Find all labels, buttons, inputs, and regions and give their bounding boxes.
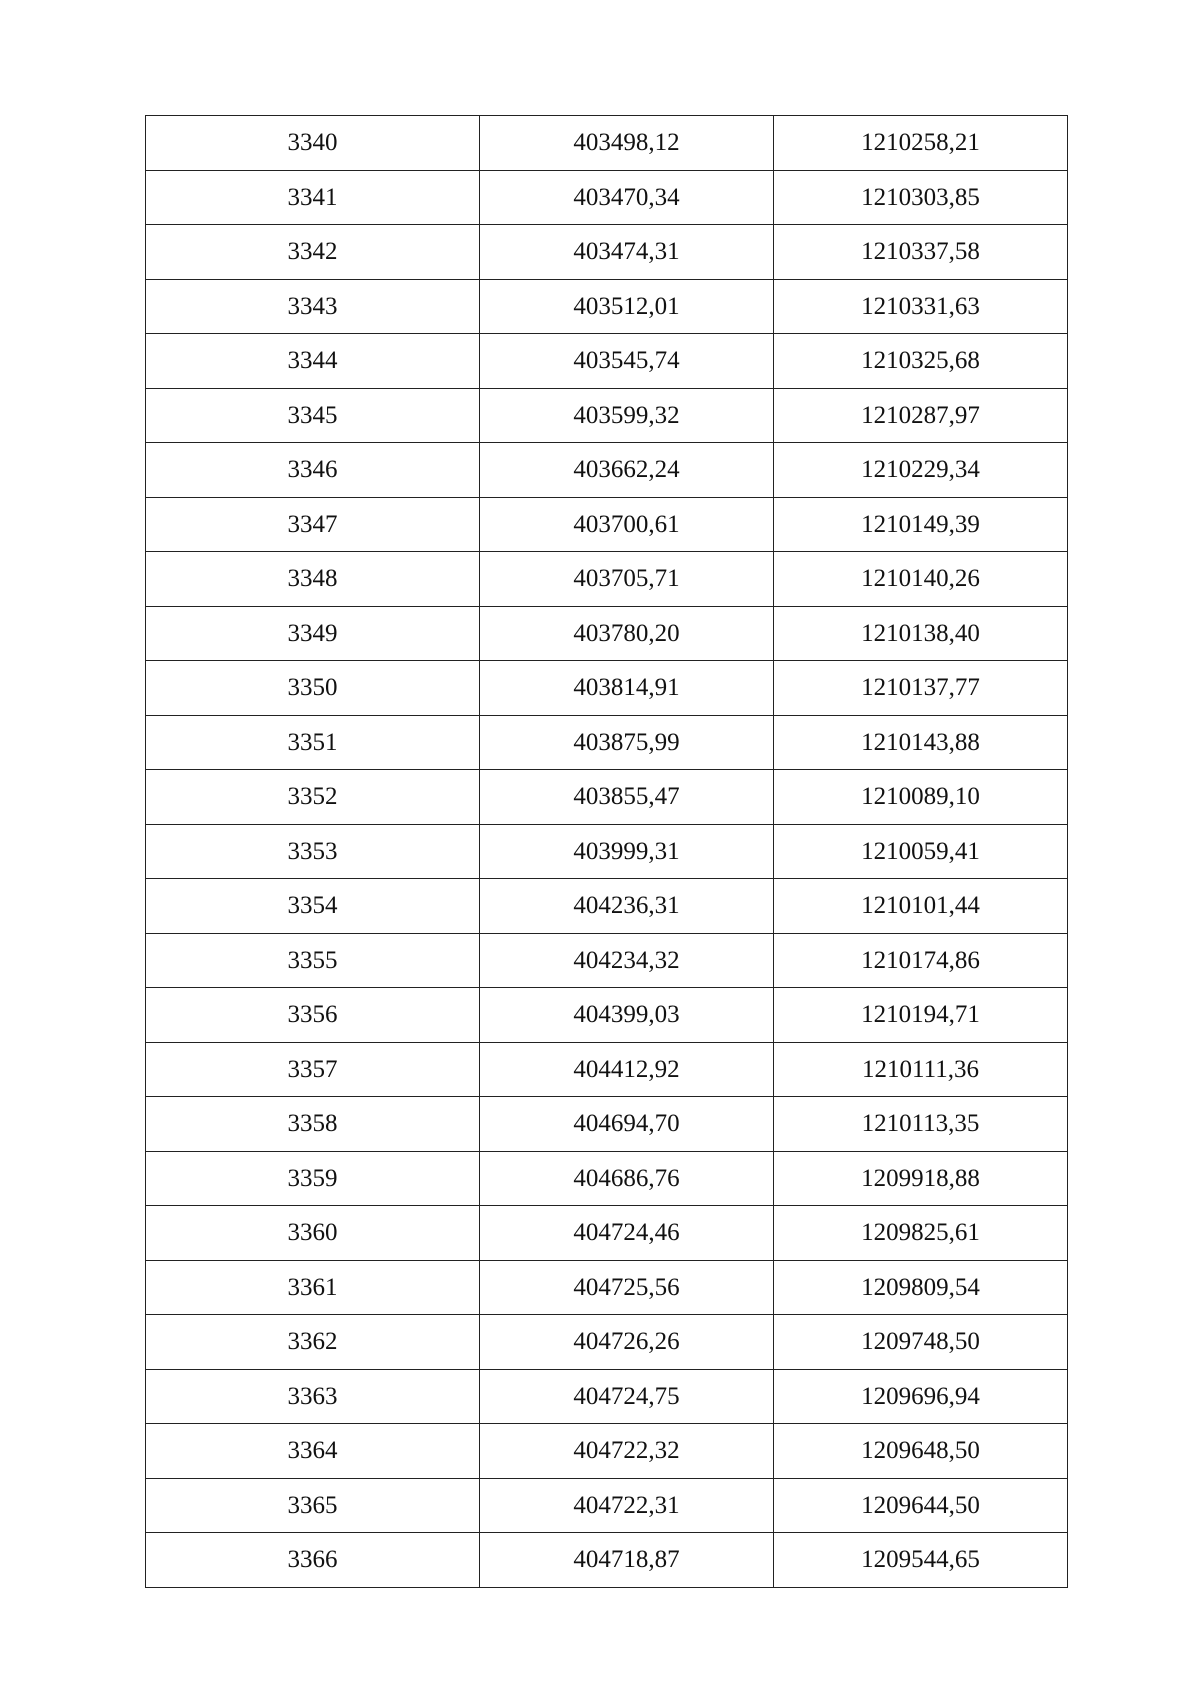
x-coordinate-cell: 403474,31 (480, 225, 774, 280)
x-coordinate-cell: 404722,32 (480, 1424, 774, 1479)
point-number-cell: 3362 (146, 1315, 480, 1370)
table-row (146, 715, 1068, 770)
x-coordinate-cell: 403662,24 (480, 443, 774, 498)
point-number-cell: 3353 (146, 824, 480, 879)
point-number-cell: 3354 (146, 879, 480, 934)
point-number-cell: 3356 (146, 988, 480, 1043)
point-number-cell: 3357 (146, 1042, 480, 1097)
x-coordinate-cell: 403780,20 (480, 606, 774, 661)
x-coordinate-cell: 404234,32 (480, 933, 774, 988)
y-coordinate-cell: 1210111,36 (774, 1042, 1068, 1097)
y-coordinate-cell: 1209918,88 (774, 1151, 1068, 1206)
point-number-cell: 3364 (146, 1424, 480, 1479)
point-number-cell: 3345 (146, 388, 480, 443)
x-coordinate-cell: 404724,46 (480, 1206, 774, 1261)
point-number-cell: 3342 (146, 225, 480, 280)
y-coordinate-cell: 1210113,35 (774, 1097, 1068, 1152)
point-number-cell: 3350 (146, 661, 480, 716)
x-coordinate-cell: 404399,03 (480, 988, 774, 1043)
y-coordinate-cell: 1210303,85 (774, 170, 1068, 225)
x-coordinate-cell: 404722,31 (480, 1478, 774, 1533)
point-number-cell: 3341 (146, 170, 480, 225)
y-coordinate-cell: 1210337,58 (774, 225, 1068, 280)
y-coordinate-cell: 1209825,61 (774, 1206, 1068, 1261)
point-number-cell: 3348 (146, 552, 480, 607)
x-coordinate-cell: 403470,34 (480, 170, 774, 225)
point-number-cell: 3343 (146, 279, 480, 334)
coordinates-table-body (146, 116, 1068, 1588)
y-coordinate-cell: 1210174,86 (774, 933, 1068, 988)
table-row (146, 1533, 1068, 1588)
y-coordinate-cell: 1210089,10 (774, 770, 1068, 825)
x-coordinate-cell: 403814,91 (480, 661, 774, 716)
table-row (146, 279, 1068, 334)
table-row (146, 497, 1068, 552)
y-coordinate-cell: 1210331,63 (774, 279, 1068, 334)
point-number-cell: 3340 (146, 116, 480, 171)
y-coordinate-cell: 1210101,44 (774, 879, 1068, 934)
table-row (146, 1151, 1068, 1206)
y-coordinate-cell: 1209696,94 (774, 1369, 1068, 1424)
table-row (146, 1097, 1068, 1152)
table-row (146, 1478, 1068, 1533)
table-row (146, 388, 1068, 443)
point-number-cell: 3363 (146, 1369, 480, 1424)
x-coordinate-cell: 403999,31 (480, 824, 774, 879)
table-row (146, 879, 1068, 934)
x-coordinate-cell: 404724,75 (480, 1369, 774, 1424)
point-number-cell: 3346 (146, 443, 480, 498)
x-coordinate-cell: 403855,47 (480, 770, 774, 825)
x-coordinate-cell: 404694,70 (480, 1097, 774, 1152)
table-row (146, 443, 1068, 498)
x-coordinate-cell: 404725,56 (480, 1260, 774, 1315)
x-coordinate-cell: 403498,12 (480, 116, 774, 171)
point-number-cell: 3352 (146, 770, 480, 825)
point-number-cell: 3344 (146, 334, 480, 389)
x-coordinate-cell: 403705,71 (480, 552, 774, 607)
table-row (146, 334, 1068, 389)
point-number-cell: 3366 (146, 1533, 480, 1588)
y-coordinate-cell: 1210287,97 (774, 388, 1068, 443)
point-number-cell: 3365 (146, 1478, 480, 1533)
x-coordinate-cell: 404686,76 (480, 1151, 774, 1206)
table-row (146, 606, 1068, 661)
point-number-cell: 3347 (146, 497, 480, 552)
x-coordinate-cell: 404718,87 (480, 1533, 774, 1588)
point-number-cell: 3351 (146, 715, 480, 770)
y-coordinate-cell: 1210137,77 (774, 661, 1068, 716)
point-number-cell: 3349 (146, 606, 480, 661)
point-number-cell: 3355 (146, 933, 480, 988)
x-coordinate-cell: 403700,61 (480, 497, 774, 552)
x-coordinate-cell: 404726,26 (480, 1315, 774, 1370)
y-coordinate-cell: 1209809,54 (774, 1260, 1068, 1315)
table-row (146, 552, 1068, 607)
x-coordinate-cell: 404412,92 (480, 1042, 774, 1097)
point-number-cell: 3358 (146, 1097, 480, 1152)
coordinates-table (145, 115, 1068, 1588)
x-coordinate-cell: 403512,01 (480, 279, 774, 334)
x-coordinate-cell: 403545,74 (480, 334, 774, 389)
y-coordinate-cell: 1210059,41 (774, 824, 1068, 879)
point-number-cell: 3361 (146, 1260, 480, 1315)
x-coordinate-cell: 403875,99 (480, 715, 774, 770)
table-row (146, 1260, 1068, 1315)
y-coordinate-cell: 1210143,88 (774, 715, 1068, 770)
y-coordinate-cell: 1210149,39 (774, 497, 1068, 552)
y-coordinate-cell: 1210325,68 (774, 334, 1068, 389)
table-row (146, 824, 1068, 879)
table-row (146, 170, 1068, 225)
table-row (146, 770, 1068, 825)
x-coordinate-cell: 404236,31 (480, 879, 774, 934)
table-row (146, 933, 1068, 988)
y-coordinate-cell: 1209648,50 (774, 1424, 1068, 1479)
point-number-cell: 3359 (146, 1151, 480, 1206)
table-row (146, 661, 1068, 716)
x-coordinate-cell: 403599,32 (480, 388, 774, 443)
y-coordinate-cell: 1209544,65 (774, 1533, 1068, 1588)
table-row (146, 1424, 1068, 1479)
table-row (146, 1369, 1068, 1424)
y-coordinate-cell: 1210140,26 (774, 552, 1068, 607)
y-coordinate-cell: 1210138,40 (774, 606, 1068, 661)
y-coordinate-cell: 1209748,50 (774, 1315, 1068, 1370)
table-row (146, 1315, 1068, 1370)
table-row (146, 1042, 1068, 1097)
y-coordinate-cell: 1209644,50 (774, 1478, 1068, 1533)
table-row (146, 116, 1068, 171)
table-row (146, 225, 1068, 280)
point-number-cell: 3360 (146, 1206, 480, 1261)
table-row (146, 1206, 1068, 1261)
y-coordinate-cell: 1210229,34 (774, 443, 1068, 498)
y-coordinate-cell: 1210194,71 (774, 988, 1068, 1043)
table-row (146, 988, 1068, 1043)
y-coordinate-cell: 1210258,21 (774, 116, 1068, 171)
